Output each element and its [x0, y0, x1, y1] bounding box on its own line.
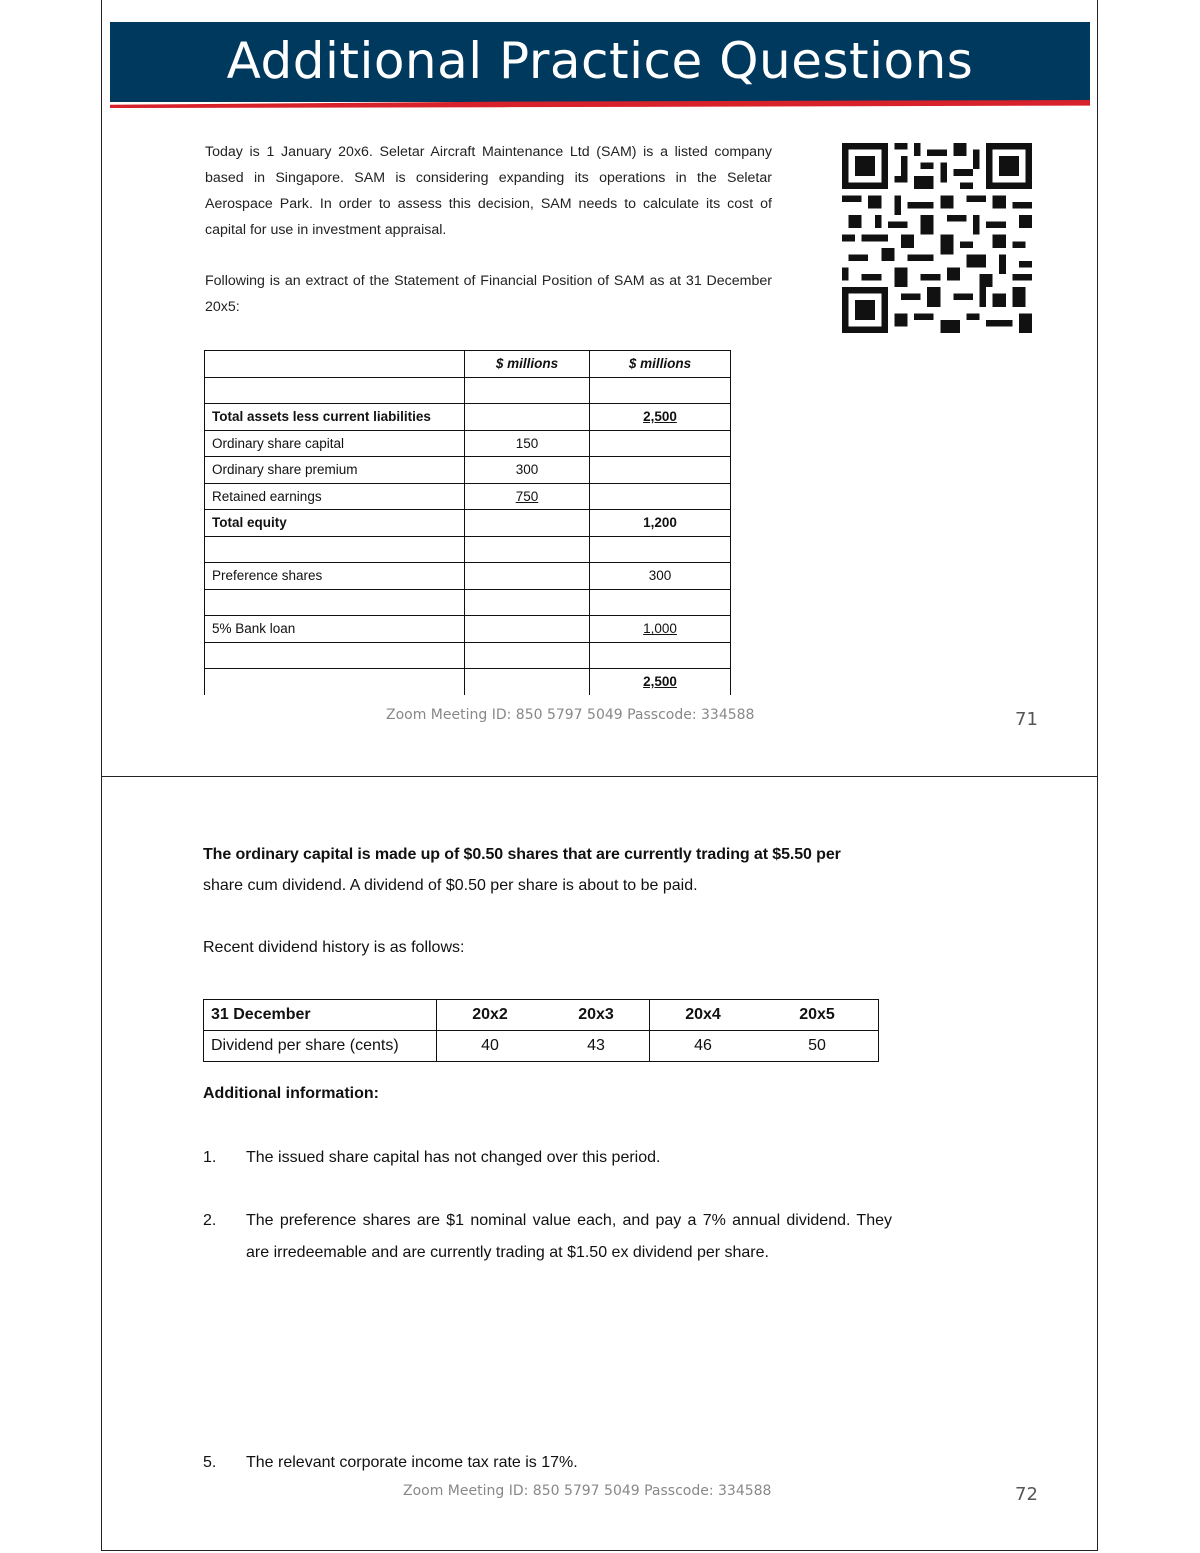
extract-paragraph: Following is an extract of the Statement of Financial Position of SAM as at 31 December 20x5:	[205, 273, 772, 315]
ordinary-capital-line-2: share cum dividend. A dividend of $0.50 per share is about to be paid.	[203, 877, 698, 894]
table-row: Dividend per share (cents) 40 43 46 50	[204, 1031, 879, 1062]
zoom-footer: Zoom Meeting ID: 850 5797 5049 Passcode: 334588	[386, 707, 755, 723]
table-row: Ordinary share premium 300	[205, 457, 731, 484]
table-header-row: $ millions $ millions	[205, 351, 731, 378]
table-row	[205, 589, 731, 616]
zoom-footer: Zoom Meeting ID: 850 5797 5049 Passcode: 334588	[403, 1483, 772, 1499]
dividend-history-label: Recent dividend history is as follows:	[203, 939, 465, 956]
financial-position-table	[204, 350, 731, 695]
table-row	[205, 377, 731, 404]
slide-divider	[101, 776, 1098, 777]
intro-paragraph: Today is 1 January 20x6. Seletar Aircraft Maintenance Ltd (SAM) is a listed company based in Singapore. SAM is considering expanding its operations in the Seletar Aerospace Park. In order to assess this decision, SAM needs to calculate its cost of capital for use in investment appraisal.	[205, 144, 772, 238]
table-row: Ordinary share capital 150	[205, 430, 731, 457]
table-row: 5% Bank loan 1,000	[205, 616, 731, 643]
table-header-row: 31 December 20x2 20x3 20x4 20x5	[204, 1000, 879, 1031]
dividend-history-table	[203, 999, 879, 1062]
table-row: Total assets less current liabilities 2,500	[205, 404, 731, 431]
table-row: Preference shares 300	[205, 563, 731, 590]
table-row	[205, 642, 731, 669]
page-number: 72	[1015, 1484, 1038, 1505]
table-row: Retained earnings 750	[205, 483, 731, 510]
title-banner	[110, 22, 1090, 102]
table-row: 2,500	[205, 669, 731, 695]
table-row	[205, 536, 731, 563]
additional-info-heading: Additional information:	[203, 1085, 379, 1102]
page-number: 71	[1015, 709, 1038, 730]
ordinary-capital-line-1: The ordinary capital is made up of $0.50 shares that are currently trading at $5.50 per	[203, 846, 841, 863]
slide-title: Additional Practice Questions	[226, 32, 974, 90]
qr-code-icon	[842, 143, 1032, 333]
table-row: Total equity 1,200	[205, 510, 731, 537]
